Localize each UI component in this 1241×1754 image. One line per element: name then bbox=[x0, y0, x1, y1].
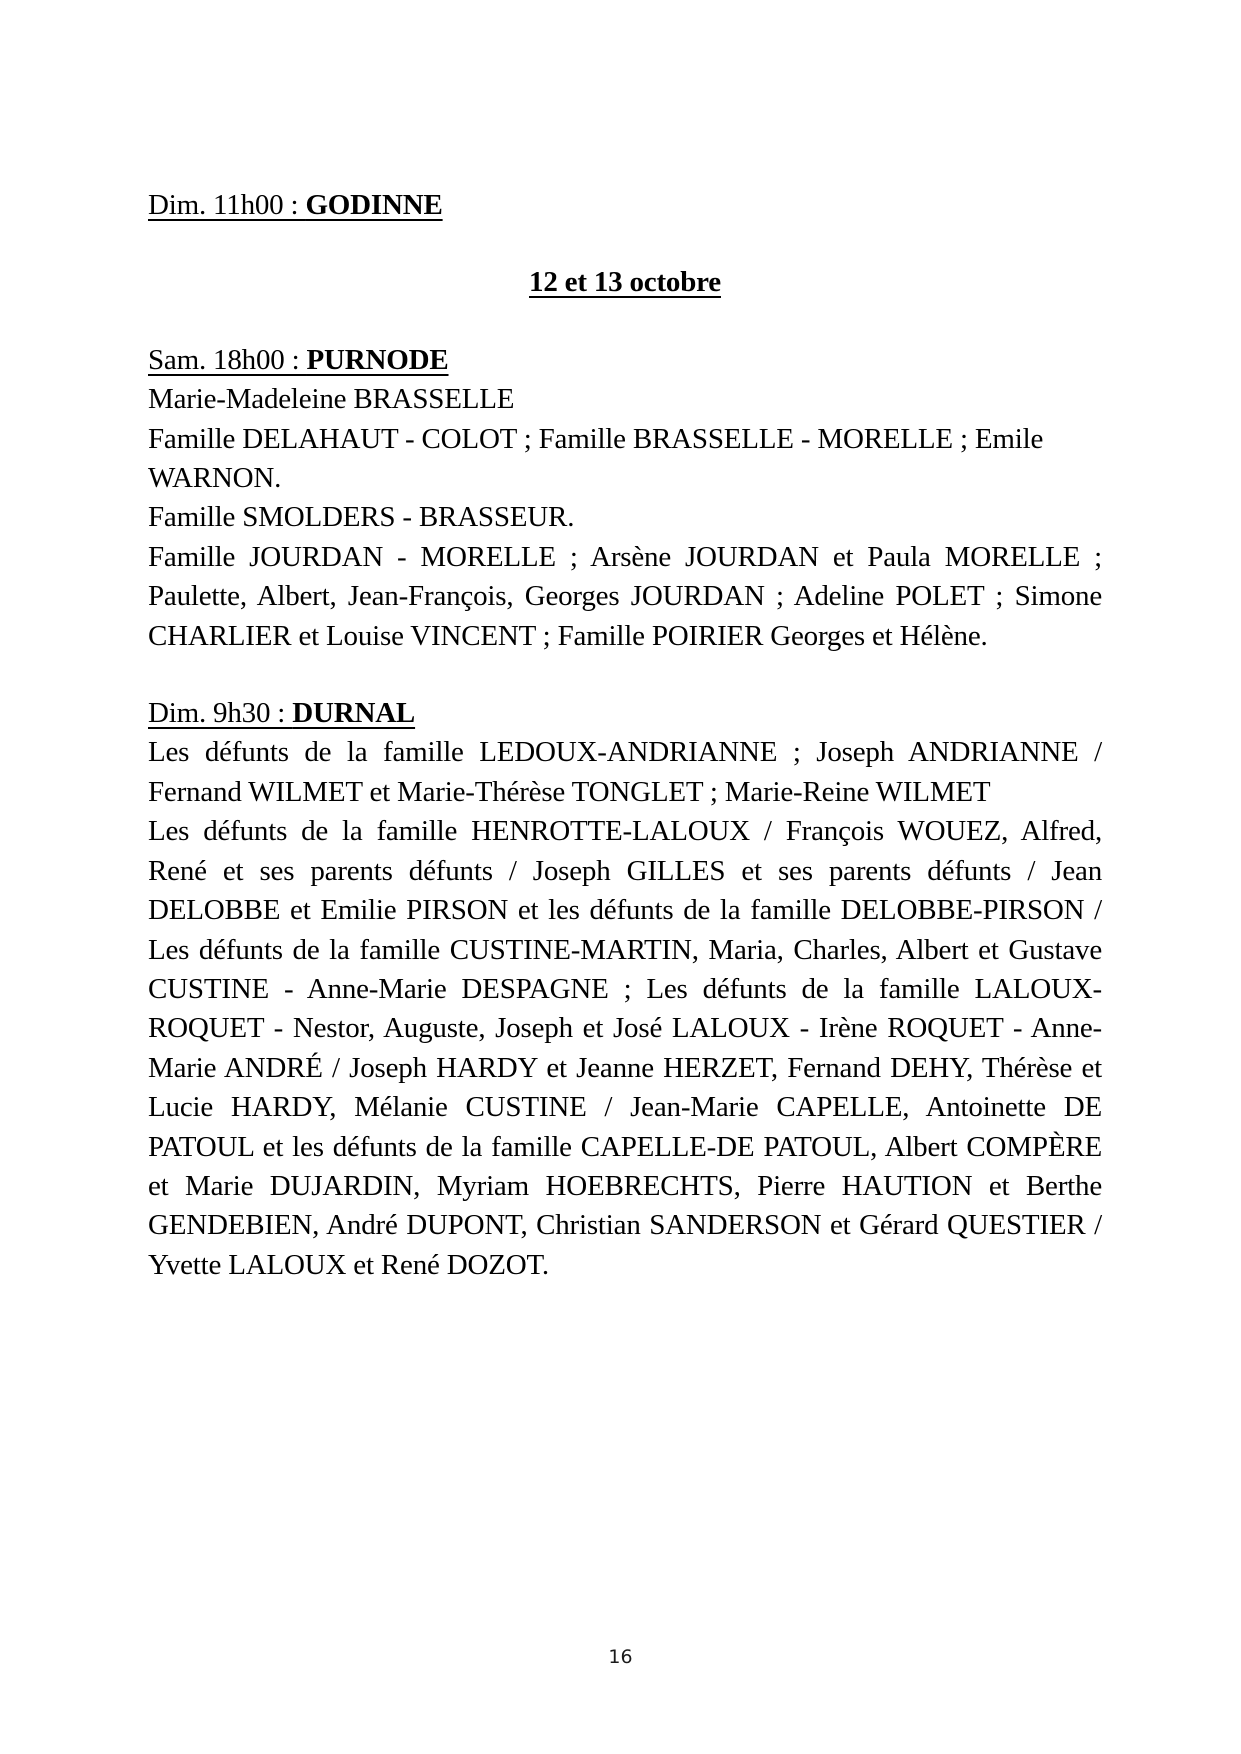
durnal-day-time: Dim. 9h30 : bbox=[148, 697, 293, 730]
document-page bbox=[148, 186, 1102, 1285]
spacer bbox=[148, 303, 1102, 341]
purnode-place: PURNODE bbox=[306, 343, 449, 376]
purnode-section bbox=[148, 341, 1102, 656]
purnode-day-time: Sam. 18h00 : bbox=[148, 343, 307, 376]
godinne-heading bbox=[148, 186, 443, 225]
durnal-place: DURNAL bbox=[292, 697, 416, 730]
purnode-intention: Famille DELAHAUT - COLOT ; Famille BRASSELLE - MORELLE ; Emile WARNON. bbox=[148, 422, 1044, 495]
durnal-intention: Les défunts de la famille HENROTTE-LALOUX / François WOUEZ, Alfred, René et ses parents défunts / Joseph GILLES et ses parents défunts / Jean DELOBBE et Emilie PIRSON et les défunts de la famille DELOBBE-PIRSON / Les défunts de la famille CUSTINE-MARTIN, Maria, Charles, Albert et Gustave CUSTINE - Anne-Marie DESPAGNE ; Les défunts de la famille LALOUX-ROQUET - Nestor, Auguste, Joseph et José LALOUX - Irène ROQUET - Anne-Marie ANDRÉ / Joseph HARDY et Jeanne HERZET, Fernand DEHY, Thérèse et Lucie HARDY, Mélanie CUSTINE / Jean-Marie CAPELLE, Antoinette DE PATOUL et les défunts de la famille CAPELLE-DE PATOUL, Albert COMPÈRE et Marie DUJARDIN, Myriam HOEBRECHTS, Pierre HAUTION et Berthe GENDEBIEN, André DUPONT, Christian SANDERSON et Gérard QUESTIER / Yvette LALOUX et René DOZOT. bbox=[148, 815, 1102, 1281]
purnode-intention: Famille SMOLDERS - BRASSEUR. bbox=[148, 501, 575, 534]
purnode-heading bbox=[148, 341, 449, 380]
purnode-intention: Marie-Madeleine BRASSELLE bbox=[148, 383, 515, 416]
durnal-section bbox=[148, 694, 1102, 1285]
godinne-day-time: Dim. 11h00 : bbox=[148, 189, 306, 221]
page-number: 16 bbox=[608, 1646, 633, 1668]
durnal-intention: Les défunts de la famille LEDOUX-ANDRIANNE ; Joseph ANDRIANNE / Fernand WILMET et Marie-Thérèse TONGLET ; Marie-Reine WILMET bbox=[148, 736, 1102, 808]
purnode-intention: Famille JOURDAN - MORELLE ; Arsène JOURDAN et Paula MORELLE ; Paulette, Albert, Jean-François, Georges JOURDAN ; Adeline POLET ; Simone CHARLIER et Louise VINCENT ; Famille POIRIER Georges et Hélène. bbox=[148, 540, 1102, 652]
durnal-heading bbox=[148, 694, 415, 733]
spacer bbox=[148, 656, 1102, 694]
godinne-section bbox=[148, 186, 1102, 225]
date-header: 12 et 13 octobre bbox=[529, 266, 721, 299]
spacer bbox=[148, 225, 1102, 263]
godinne-place: GODINNE bbox=[305, 189, 443, 221]
